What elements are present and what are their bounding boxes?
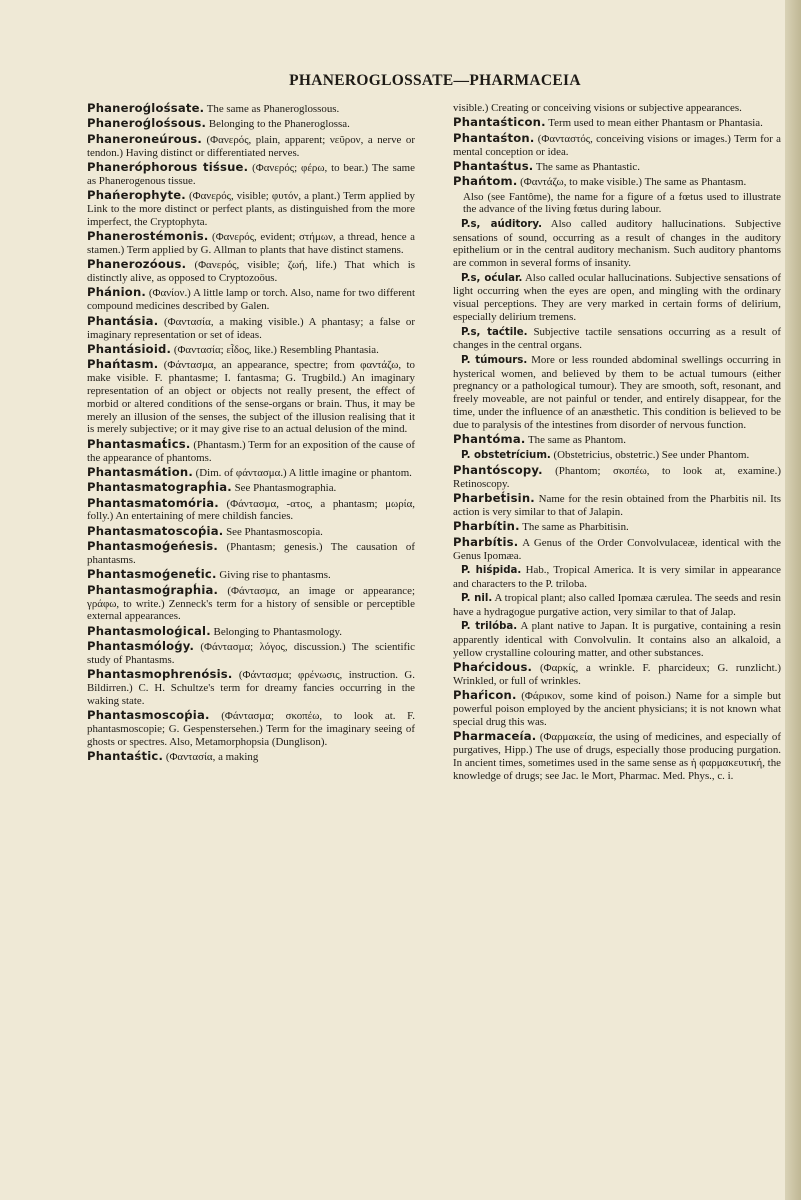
entry-subheadword: P.s, taćtile. [461,326,528,338]
dictionary-entry [453,218,781,270]
dictionary-entry [87,525,415,539]
entry-subheadword: P.s, oćular. [461,272,523,284]
entry-headword: Phantóma. [453,432,526,447]
entry-subheadword: P. hiśpida. [461,564,522,576]
entry-headword: Phaneroǵlośsate. [87,101,205,115]
entry-definition: (Φανερός, evident; στήμων, a thread, hence a stamen.) Term applied by G. Allman to plants that have distinct stamens. [87,231,415,256]
entry-headword: Pharmaceía. [453,729,537,744]
entry-definition: (Phantasm; genesis.) The causation of phantasms. [87,541,415,566]
entry-headword: Phantasmoǵenet́ic. [87,567,217,582]
entry-headword: Phantasmophrenósis. [87,667,233,682]
entry-definition: (Φάντασμα; φρένωσις, instruction. G. Bildirren.) C. H. Schultze's term for dreamy fancies occurring in the waking state. [87,669,415,707]
entry-definition: (Φανερός; φέρω, to bear.) The same as Phanerogenous tissue. [87,161,415,187]
entry-definition: (Dim. of φάντασμα.) A little imagine or phantom. [192,466,412,479]
entry-headword: Phańtasm. [87,357,159,372]
entry-definition: (Φανερός, visible; ζωή, life.) That which is distinctly alive, as opposed to Cryptozoöus. [87,259,415,285]
entry-headword: Phantasmatoscoṕia. [87,523,224,538]
entry-definition: (Φανερός, plain, apparent; νεῦρον, a nerve or tendon.) Having distinct or differentiated nerves. [87,133,415,159]
dictionary-entry [453,272,781,324]
entry-headword: Phantásioid. [87,341,172,356]
dictionary-entry [87,286,415,313]
dictionary-entry [453,661,781,688]
entry-headword: Phantasmatomória. [87,495,219,510]
entry-definition: (Φαντασία, a making visible.) A phantasy; a false or imaginary representation or set of ideas. [87,315,415,341]
dictionary-entry [453,102,781,115]
entry-headword: Phantasmoscoṕia. [87,708,210,723]
entry-headword: Phańtom. [453,174,518,189]
dictionary-entry [453,449,781,463]
entry-definition: The same as Phantastic. [533,160,640,173]
entry-definition: Hab., Tropical America. It is very similar in appearance and characters to the P. triloba. [453,563,781,590]
entry-headword: Phantasmoloǵical. [87,623,211,638]
running-header: PHANEROGLOSSATE—PHARMACEIA [289,72,581,89]
dictionary-entry [87,438,415,465]
entry-definition: (Φαντασία; εἶδος, like.) Resembling Phantasia. [171,343,379,356]
entry-definition: A tropical plant; also called Ipomæa cærulea. The seeds and resin have a hydragogue purgative action, very similar to that of Jalap. [453,592,781,618]
entry-headword: Phantasmóloǵy. [87,639,195,654]
entry-headword: Phaneróphorous tiśsue. [87,159,249,174]
entry-definition: (Phantom; σκοπέω, to look at, examine.) Retinoscopy. [453,464,781,490]
dictionary-entry [87,709,415,749]
entry-definition: (Φάντασμα, an appearance, spectre; from φαντάζω, to make visible. F. phantasme; I. fantasma; G. Trugbild.) An imaginary representation of an object or objects not really present, the effect of morbid or altered conditions of the sense-organs or brain. Thus, it may be merely an illusion of the senses, the subject of the illusion realising that it is merely subjective; or it may give rise to an actual delusion of the mind. [87,359,415,436]
dictionary-entry [87,258,415,285]
dictionary-entry [87,117,415,131]
dictionary-entry [453,730,781,782]
dictionary-entry [87,102,415,116]
dictionary-entry [453,175,781,189]
dictionary-entry [87,230,415,257]
entry-subheadword: P. túmours. [461,354,528,366]
entry-definition: Belonging to Phantasmology. [210,625,343,638]
entry-headword: Phantaśticon. [453,115,546,130]
dictionary-entry [87,161,415,188]
entry-definition: Also (see Fantôme), the name for a figure of a fœtus used to illustrate the advance of the living fœtus during labour. [463,190,781,216]
dictionary-entry [453,191,781,217]
entry-definition: The same as Phaneroglossous. [204,103,340,115]
dictionary-entry [453,520,781,534]
dictionary-entry [87,584,415,624]
entry-headword: Phaneroneúrous. [87,131,202,146]
entry-headword: Phaŕcidous. [453,660,533,675]
entry-headword: Phantasmat́ics. [87,436,191,451]
dictionary-entry [453,116,781,130]
entry-definition: (Φανίον.) A little lamp or torch. Also, name for two different compound medicines described by Galen. [87,287,415,313]
entry-definition: See Phantasmoscopia. [223,525,323,538]
entry-subheadword: P. nil. [461,593,493,605]
dictionary-entry [87,189,415,229]
dictionary-entry [453,160,781,174]
entry-headword: Pharbet́isin. [453,491,535,506]
dictionary-entry [453,354,781,432]
entry-definition: (Φαρμακεία, the using of medicines, and especially of purgatives, Hipp.) The use of drugs, especially those producing purgation. In ancient times, sometimes used in the same sense as ἡ φαρμακευτική, the knowledge of drugs; see Jac. le Mort, Pharmac. Med. Phys., c. i. [453,731,781,782]
dictionary-entry [453,592,781,619]
entry-definition: (Φανερός, visible; φυτόν, a plant.) Term applied by Link to the more distinct or perfect plants, as distinguished from the more imperfect, the Cryptophyta. [87,190,415,228]
dictionary-entry [453,132,781,159]
entry-definition: (Phantasm.) Term for an exposition of the cause of the appearance of phantoms. [87,438,415,464]
entry-headword: Phaŕicon. [453,688,517,703]
dictionary-entry [453,689,781,729]
entry-definition: Belonging to the Phaneroglossa. [206,118,350,131]
dictionary-entry [453,620,781,660]
entry-headword: Phanerostémonis. [87,229,209,244]
dictionary-entry [87,481,415,495]
dictionary-entry [453,536,781,563]
entry-subheadword: P. trilóba. [461,621,518,633]
entry-headword: Phantaśtic. [87,749,164,764]
entry-headword: Phantásia. [87,313,159,328]
dictionary-entry [87,568,415,582]
dictionary-entry [87,625,415,639]
entry-definition: (Φάρικον, some kind of poison.) Name for a simple but powerful poison employed by the ancient physicians; it is not known what special drug this was. [453,690,781,729]
dictionary-entry [87,358,415,436]
entry-headword: Phantasmátion. [87,464,193,479]
entry-headword: Phantaśtus. [453,158,534,173]
entry-headword: Phantóscopy. [453,462,543,477]
right-column [453,102,781,784]
dictionary-entry [453,433,781,447]
entry-headword: Phanerozóous. [87,257,187,272]
entry-definition: A plant native to Japan. It is purgative, containing a resin apparently identical with Convolvulin. It contains also an alkaloid, a yellow crystalline colouring matter, and other substances. [453,620,781,659]
dictionary-entry [453,464,781,491]
entry-definition: Giving rise to phantasms. [216,569,331,582]
entry-definition: (Φανταστός, conceiving visions or images.) Term for a mental conception or idea. [453,132,781,158]
entry-definition: The same as Pharbitisin. [519,521,629,534]
entry-headword: Pharbítis. [453,534,519,549]
entry-definition: (Φαντασία, a making [163,751,259,764]
entry-definition: Name for the resin obtained from the Pharbitis nil. Its action is very similar to that of Jalapin. [453,493,781,518]
entry-definition: Also called auditory hallucinations. Subjective sensations of sound, occurring as a result of changes in the auditory epithelium or in the central auditory mechanism. Such auditory phantoms are common in several forms of insanity. [453,217,781,270]
dictionary-entry [453,564,781,591]
dictionary-entry [87,750,415,764]
entry-definition: More or less rounded abdominal swellings occurring in hysterical women, and believed by them to be actual tumours (either pregnancy or a pathological tumour). They are smooth, soft, resonant, and freely moveable, are not painful or tender, and entirely disappear, for the time, under the influence of an anæsthetic. This condition is believed to be due to paralysis of the intestines from disorder of nervous function. [453,353,781,431]
entry-headword: Phantasmoǵraph́ia. [87,582,219,597]
entry-headword: Phańerophyte. [87,188,186,203]
dictionary-entry [453,492,781,519]
entry-headword: Phantasmatograph́ia. [87,480,232,495]
dictionary-entry [87,497,415,524]
entry-definition: Term used to mean either Phantasm or Phantasia. [545,117,763,130]
entry-definition: (Φάντασμα; σκοπέω, to look at. F. phantasmoscopie; G. Gespenstersehen.) Term for the imaginary seeing of ghosts or spectres. Also, Metamorphopsia (Dunglison). [87,710,415,748]
entry-headword: Pharbítin. [453,519,520,534]
entry-definition: (Obstetricius, obstetric.) See under Phantom. [550,448,750,461]
dictionary-entry [87,668,415,708]
entry-definition: See Phantasmographia. [231,482,337,495]
entry-subheadword: P.s, aúditory. [461,218,542,230]
entry-definition: (Φάντασμα; λόγος, discussion.) The scientific study of Phantasms. [87,641,415,666]
dictionary-entry [87,540,415,567]
dictionary-entry [453,326,781,353]
entry-definition: Subjective tactile sensations occurring as a result of changes in the central organs. [453,325,781,352]
entry-subheadword: P. obstetrícium. [461,449,551,461]
entry-definition: A Genus of the Order Convolvulaceæ, identical with the Genus Ipomæa. [453,536,781,562]
left-column [87,102,415,766]
entry-definition: (Φάντασμα, an image or appearance; γράφω, to write.) Zenneck's term for a history of sensible or perceptible external appearances. [87,584,415,623]
dictionary-entry [87,315,415,342]
entry-definition: (Φαντάζω, to make visible.) The same as Phantasm. [517,176,747,189]
dictionary-entry [87,343,415,357]
entry-headword: Phantaśton. [453,130,535,145]
dictionary-entry [87,466,415,480]
entry-definition: Also called ocular hallucinations. Subjective sensations of light occurring when the eyes are open, and mingling with the ordinary visual perceptions. They are very marked in certain forms of delirium, especially delirium tremens. [453,271,782,324]
entry-headword: Phánion. [87,285,147,300]
entry-definition: (Φάντασμα, -ατος, a phantasm; μωρία, folly.) An entertaining of mere childish fancies. [87,497,415,523]
entry-definition: (Φαρκίς, a wrinkle. F. pharcideux; G. runzlicht.) Wrinkled, or full of wrinkles. [453,662,781,688]
entry-headword: Phaneroǵlośsous. [87,116,207,131]
entry-headword: Phantasmoǵeńesis. [87,539,218,554]
dictionary-entry [87,640,415,667]
dictionary-entry [87,133,415,160]
entry-definition: The same as Phantom. [525,434,626,447]
page-edge [785,0,801,1200]
entry-definition: visible.) Creating or conceiving visions or subjective appearances. [453,102,742,114]
